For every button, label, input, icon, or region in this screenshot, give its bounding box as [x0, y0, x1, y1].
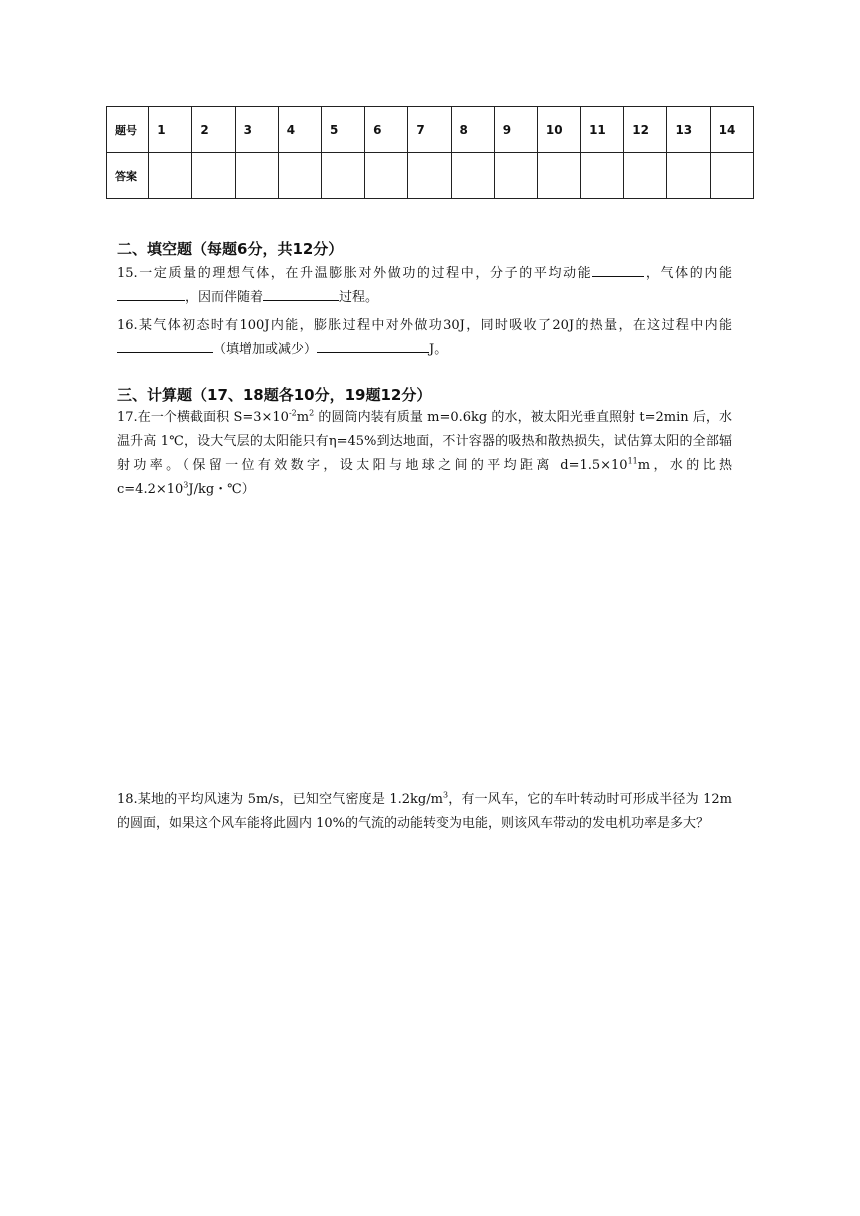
number-cell: 6 — [365, 107, 408, 153]
number-cell: 12 — [624, 107, 667, 153]
number-cell: 11 — [581, 107, 624, 153]
q17-exponent: 11 — [627, 456, 638, 466]
q15-text: 15.一定质量的理想气体，在升温膨胀对外做功的过程中，分子的平均动能 — [117, 266, 593, 281]
number-cell: 9 — [494, 107, 537, 153]
q17-text: m，水的比热 c=4.2×10 — [117, 458, 732, 497]
number-cell: 7 — [408, 107, 451, 153]
answer-cell[interactable] — [581, 153, 624, 199]
q18-exponent: 3 — [442, 790, 449, 800]
answer-cell[interactable] — [624, 153, 667, 199]
q17-text: 17.在一个横截面积 S=3×10 — [117, 410, 289, 425]
answer-cell[interactable] — [451, 153, 494, 199]
q17-exponent: -2 — [288, 408, 297, 418]
q16-text: J。 — [429, 342, 448, 357]
answer-cell[interactable] — [494, 153, 537, 199]
q15-text: ，气体的内能 — [644, 266, 732, 281]
q16-text: 16.某气体初态时有100J内能，膨胀过程中对外做功30J，同时吸收了20J的热量，在这过程中内能 — [117, 318, 732, 333]
question-15 — [117, 262, 732, 310]
answer-cell[interactable] — [537, 153, 580, 199]
answer-cell[interactable] — [365, 153, 408, 199]
number-cell: 3 — [235, 107, 278, 153]
number-row — [107, 107, 754, 153]
number-cell: 10 — [537, 107, 580, 153]
question-17 — [117, 406, 732, 502]
number-cell: 13 — [667, 107, 710, 153]
section-fill-blank-title: 二、填空题（每题6分，共12分） — [117, 240, 344, 258]
answer-header: 答案 — [107, 153, 149, 199]
q15-blank-3[interactable] — [263, 286, 339, 301]
answer-cell[interactable] — [278, 153, 321, 199]
question-18 — [117, 788, 732, 836]
answer-cell[interactable] — [192, 153, 235, 199]
q16-text: （填增加或减少） — [213, 342, 318, 357]
number-cell: 8 — [451, 107, 494, 153]
question-16 — [117, 314, 732, 362]
q17-text: J/kg・℃） — [188, 482, 255, 497]
number-cell: 1 — [149, 107, 192, 153]
answer-cell[interactable] — [710, 153, 753, 199]
answer-cell[interactable] — [235, 153, 278, 199]
q15-text: ，因而伴随着 — [185, 290, 264, 305]
q18-text: ，有一风车，它的车叶转动时可形成半径为 12m 的圆面，如果这个风车能将此圆内 10%的气流的动能转变为电能，则该风车带动的发电机功率是多大？ — [117, 792, 732, 831]
answer-cell[interactable] — [408, 153, 451, 199]
q17-exponent: 3 — [183, 480, 189, 490]
q16-blank-1[interactable] — [117, 338, 213, 353]
q17-exponent: 2 — [309, 408, 315, 418]
number-cell: 14 — [710, 107, 753, 153]
q15-blank-1[interactable] — [592, 262, 644, 277]
number-header: 题号 — [107, 107, 149, 153]
answer-cell[interactable] — [321, 153, 364, 199]
section-calculation-title: 三、计算题（17、18题各10分，19题12分） — [117, 386, 432, 404]
answer-cell[interactable] — [667, 153, 710, 199]
q15-blank-2[interactable] — [117, 286, 185, 301]
answer-row — [107, 153, 754, 199]
q15-text: 过程。 — [339, 290, 379, 305]
answer-grid — [106, 106, 754, 199]
number-cell: 5 — [321, 107, 364, 153]
q16-blank-2[interactable] — [317, 338, 429, 353]
number-cell: 2 — [192, 107, 235, 153]
number-cell: 4 — [278, 107, 321, 153]
q17-text: m — [296, 410, 310, 425]
answer-cell[interactable] — [149, 153, 192, 199]
q18-text: 18.某地的平均风速为 5m/s，已知空气密度是 1.2kg/m — [117, 792, 443, 807]
q17-text: 的圆筒内装有质量 m=0.6kg 的水，被太阳光垂直照射 t=2min 后，水温升高 1℃，设大气层的太阳能只有η=45%到达地面，不计容器的吸热和散热损失，试估算太阳的全部辐射功率。（保留一位有效数字，设太阳与地球之间的平均距离 d=1.5×10 — [117, 410, 732, 473]
